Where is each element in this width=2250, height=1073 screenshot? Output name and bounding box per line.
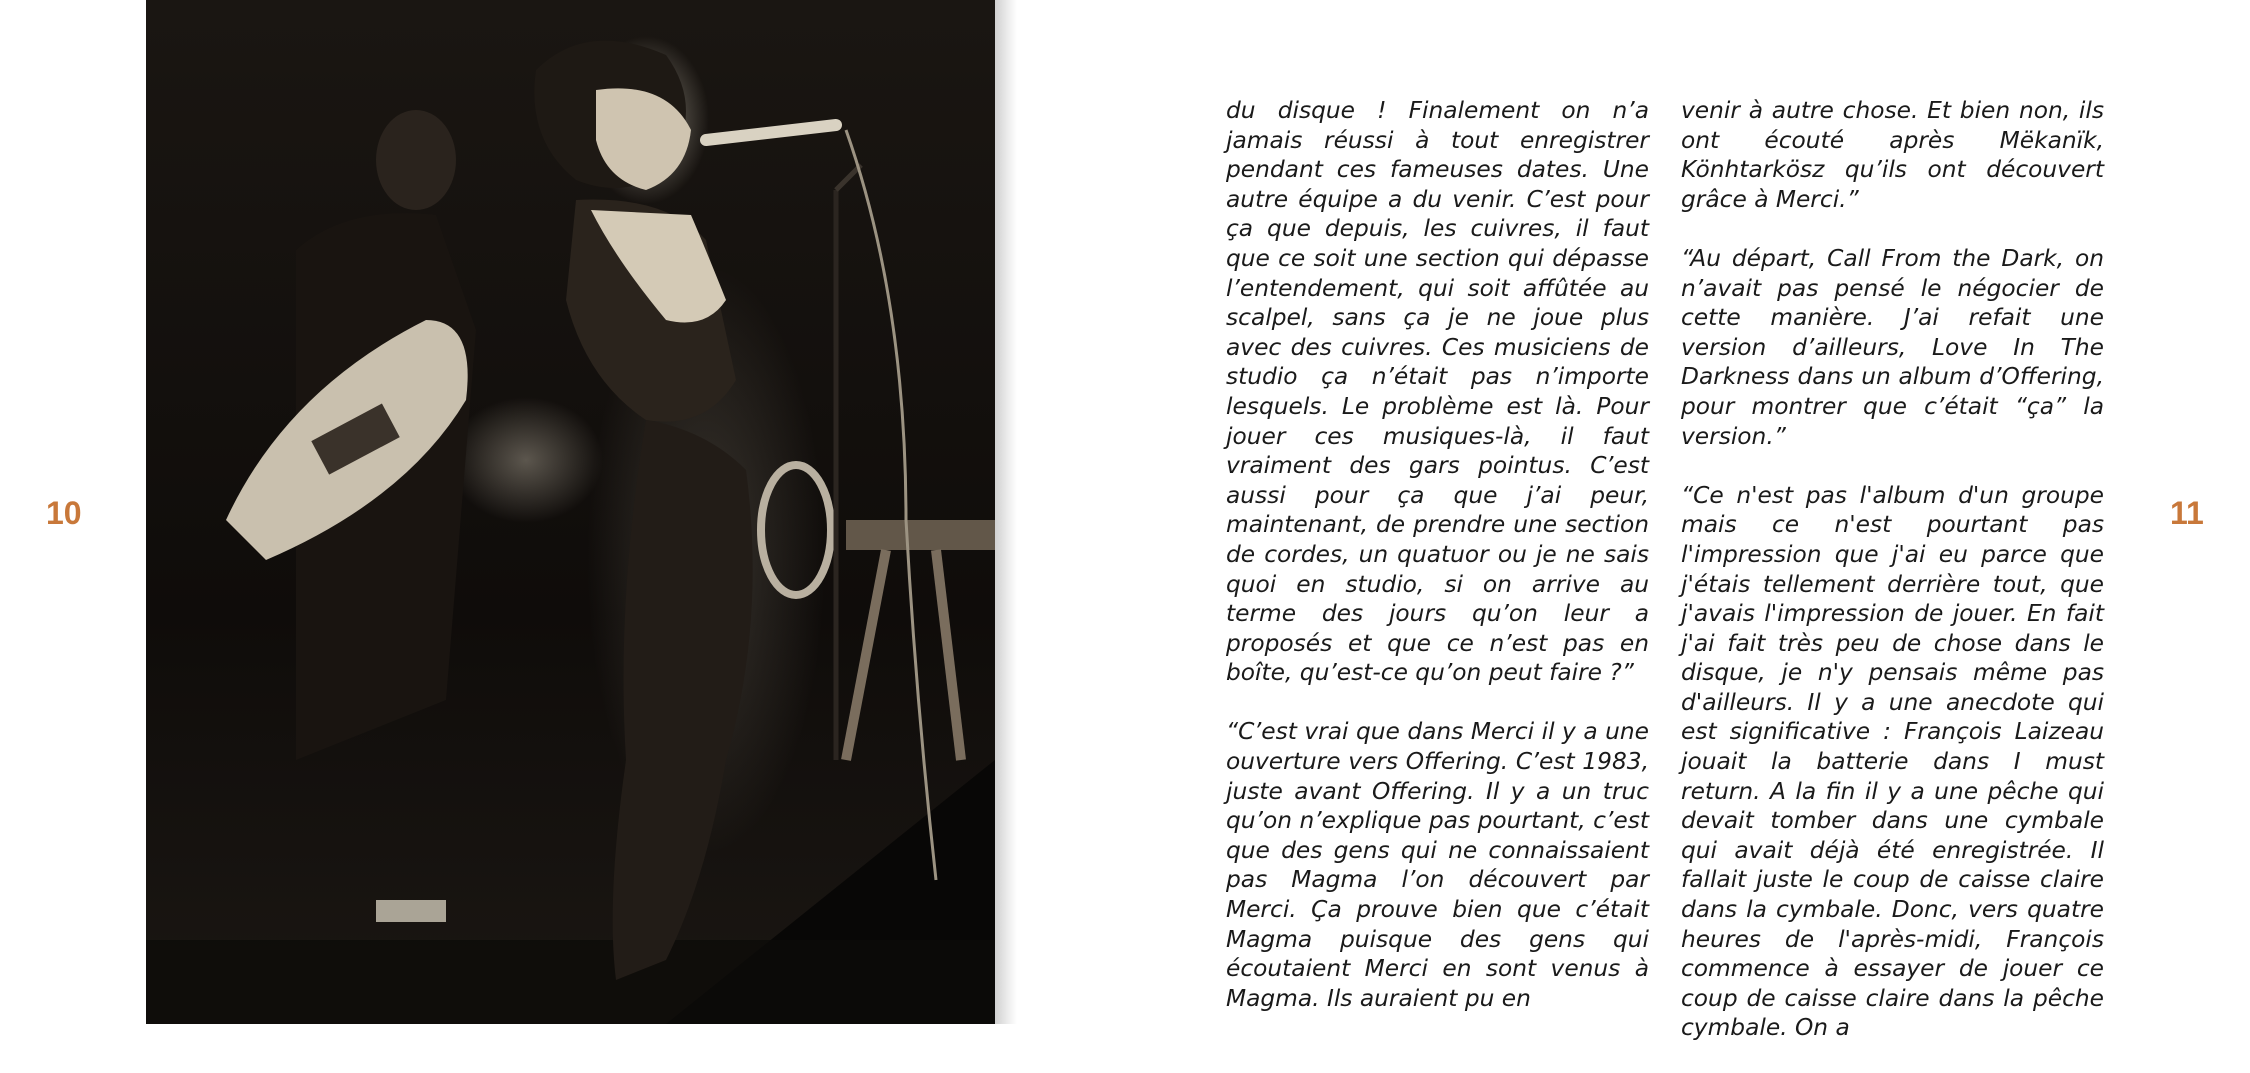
page-number-left: 10 — [46, 495, 82, 531]
paragraph: “Au départ, Call From the Dark, on n’avait pas pensé le négocier de cette manière. J’ai refait une version d’ailleurs, Love In The Darkness dans un album d’Offering, pour montrer que c’était “ça” la version.” — [1681, 244, 2104, 450]
text-column-left — [1226, 96, 1649, 1043]
paragraph: du disque ! Finalement on n’a jamais réussi à tout enregistrer pendant ces fameuses dates. Une autre équipe a du venir. C’est pour ça que depuis, les cuivres, il faut que ce soit une section qui dépasse l’entendement, qui soit affûtée au scalpel, sans ça je ne joue plus avec des cuivres. Ces musiciens de studio ça n’était pas n’importe lesquels. Le problème est là. Pour jouer ces musiques-là, il faut vraiment des gars pointus. C’est aussi pour ça que j’ai peur, maintenant, de prendre une section de cordes, un quatuor ou je ne sais quoi en studio, si on arrive au terme des jours qu’on leur a proposés et que ce n’est pas en boîte, qu’est-ce qu’on peut faire ?” — [1226, 97, 1649, 687]
text-column-right — [1681, 96, 2104, 1073]
page-number-right: 11 — [2170, 495, 2204, 531]
stool-top-shape — [846, 520, 995, 550]
stool-leg-shape — [846, 550, 886, 760]
concert-photo — [146, 0, 995, 1024]
paragraph: “C’est vrai que dans Merci il y a une ouverture vers Offering. C’est 1983, juste avant Offering. Il y a un truc qu’on n’explique pas pourtant, c’est que des gens qui ne connaissaient pas Magma l’on découvert par Merci. Ça prouve bien que c’était Magma puisque des gens qui écoutaient Merci en sont venus à Magma. Ils auraient pu en — [1226, 718, 1649, 1012]
stage-floor-shape — [146, 940, 995, 1024]
bassist-head-shape — [376, 110, 456, 210]
singer-legs-shape — [613, 420, 753, 980]
concert-photo-illustration — [146, 0, 995, 1024]
microphone-shape — [706, 125, 836, 140]
stool-leg-shape — [936, 550, 961, 760]
tambourine-shape — [761, 465, 831, 595]
page-gutter — [995, 0, 1017, 1024]
pedal-shape — [376, 900, 446, 922]
mic-cable-shape — [846, 130, 936, 880]
paragraph: venir à autre chose. Et bien non, ils ont écouté après Mëkanïk, Könhtarkösz qu’ils ont découvert grâce à Merci.” — [1681, 97, 2104, 213]
paragraph: “Ce n'est pas l'album d'un groupe mais ce n'est pourtant pas l'impression que j'ai eu parce que j'étais tellement derrière tout, que j'avais l'impression de jouer. En fait j'ai fait très peu de chose dans le disque, je n'y pensais même pas d'ailleurs. Il y a une anecdote qui est significative : François Laizeau jouait la batterie dans I must return. A la fin il y a une pêche qui devait tomber dans une cymbale qui avait déjà été enregistrée. Il fallait juste le coup de caisse claire dans la cymbale. Donc, vers quatre heures de l'après-midi, François commence à essayer de jouer ce coup de caisse claire dans la pêche cymbale. On a — [1681, 481, 2104, 1042]
